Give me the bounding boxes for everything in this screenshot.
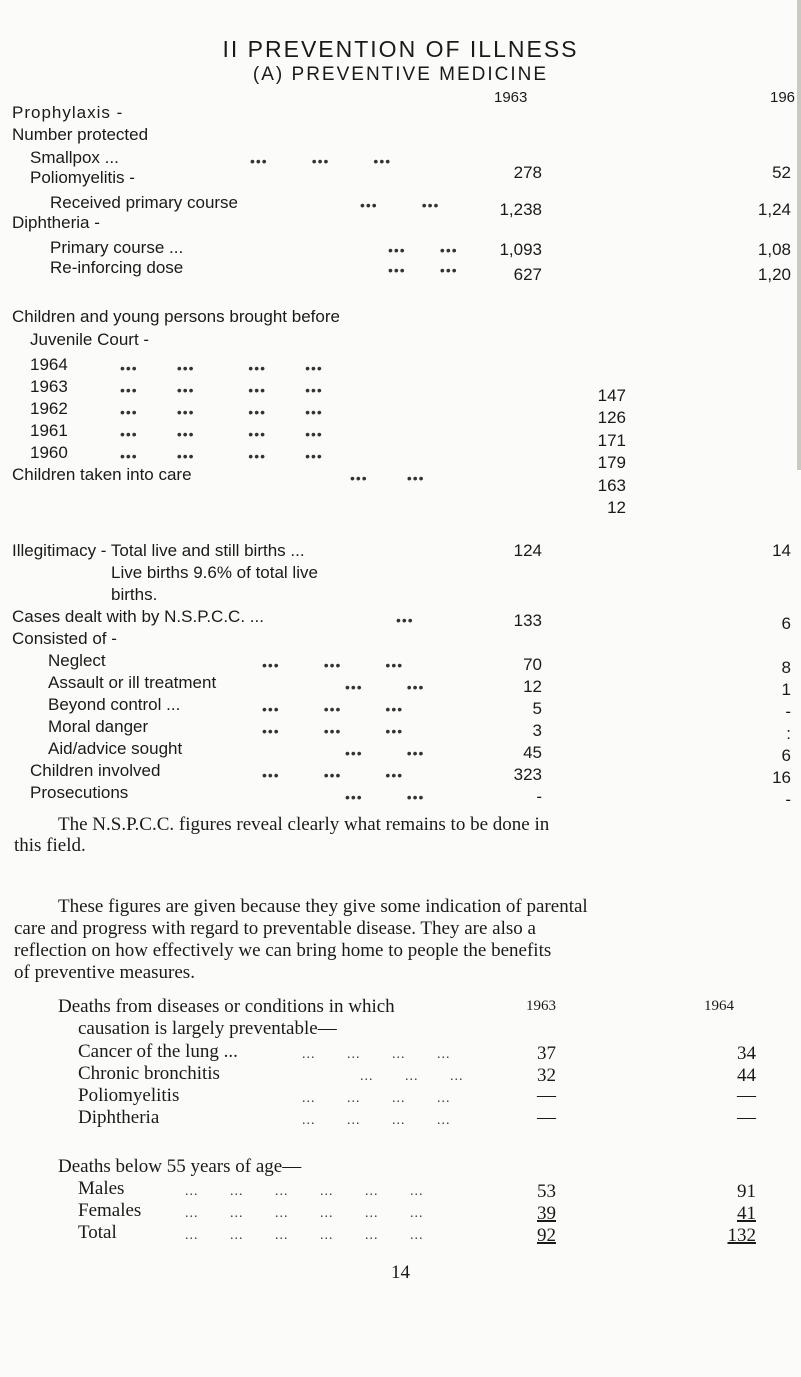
court-row-label: 1960 (30, 443, 68, 462)
deaths-value-1963: 32 (537, 1065, 556, 1086)
nspcc-value-1963: - (536, 787, 542, 806)
under55-value-1963: 39 (537, 1203, 556, 1224)
prophylaxis-heading: Prophylaxis - (12, 103, 124, 122)
deaths-value-1963: — (537, 1085, 556, 1106)
nspcc-value-1963: 70 (523, 655, 542, 674)
prophylaxis-row-label: Primary course ... (50, 238, 184, 257)
court-row-label: Children taken into care (12, 465, 192, 484)
prophylaxis-row-label: Diphtheria - (12, 213, 100, 232)
illegitimacy-value-1963: 124 (513, 541, 542, 560)
court-row-label: 1963 (30, 377, 68, 396)
prophylaxis-value-1963: 627 (513, 265, 542, 284)
under55-value-1964: 41 (737, 1203, 756, 1224)
court-row-label: 1964 (30, 355, 68, 374)
nspcc-value-1964: - (785, 702, 791, 721)
court-value: 126 (597, 408, 626, 427)
nspcc-value-1964: 16 (772, 768, 791, 787)
court-value: 163 (597, 476, 626, 495)
prophylaxis-col-1963: 1963 (494, 89, 528, 106)
deaths-row-label: Poliomyelitis (78, 1085, 180, 1106)
nspcc-value-1964: - (785, 790, 791, 809)
prophylaxis-row-label: Smallpox ... (30, 148, 119, 167)
illegitimacy-note-continued: births. (111, 585, 158, 604)
nspcc-row-label: Moral danger (48, 717, 149, 736)
nspcc-value-1964: 1 (781, 680, 791, 699)
prophylaxis-value-1964: 1,24 (757, 200, 791, 219)
under55-heading: Deaths below 55 years of age— (58, 1156, 302, 1177)
court-row-label: 1962 (30, 399, 68, 418)
prophylaxis-value-1963: 1,093 (499, 240, 542, 259)
deaths-heading-continued: causation is largely preventable— (78, 1018, 337, 1039)
paragraph-nspcc-line: The N.S.P.C.C. figures reveal clearly what remains to be done in (58, 814, 550, 835)
deaths-col-1963: 1963 (526, 998, 556, 1014)
paragraph-figures-line: reflection on how effectively we can bring home to people the benefits (14, 940, 552, 961)
deaths-value-1964: 34 (737, 1043, 756, 1064)
nspcc-value-1964: 8 (781, 658, 791, 677)
deaths-value-1964: — (737, 1085, 756, 1106)
prophylaxis-col-1964: 196 (770, 89, 796, 106)
nspcc-value-1963: 12 (523, 677, 542, 696)
nspcc-value-1963: 323 (513, 765, 542, 784)
illegitimacy-value-1964: 14 (772, 541, 791, 560)
court-row-label: 1961 (30, 421, 68, 440)
prophylaxis-row-label: Received primary course (50, 193, 239, 212)
nspcc-value-1963: 5 (532, 699, 542, 718)
nspcc-value-1963: 45 (523, 743, 542, 762)
illegitimacy-label: Illegitimacy - Total live and still births ... (12, 541, 305, 560)
under55-total-1963: 92 (537, 1225, 556, 1246)
under55-row-label: Males (78, 1178, 125, 1199)
nspcc-row-label: Beyond control ... (48, 695, 181, 714)
deaths-col-1964: 1964 (704, 998, 734, 1014)
nspcc-row-label: Assault or ill treatment (48, 673, 217, 692)
deaths-row-label: Diphtheria (78, 1107, 160, 1128)
nspcc-row-label: Aid/advice sought (48, 739, 183, 758)
prophylaxis-value-1964: 52 (772, 163, 791, 182)
nspcc-consisted-label: Consisted of - (12, 629, 117, 648)
nspcc-value-1964: : (786, 724, 791, 743)
deaths-heading: Deaths from diseases or conditions in which (58, 996, 395, 1017)
court-heading: Children and young persons brought before (12, 307, 340, 326)
page-title: II PREVENTION OF ILLNESS (222, 36, 579, 62)
paragraph-figures-line: of preventive measures. (14, 962, 195, 983)
page-number: 14 (391, 1262, 410, 1283)
page-subtitle: (A) PREVENTIVE MEDICINE (252, 64, 549, 85)
under55-row-label: Females (78, 1200, 142, 1221)
deaths-row-label: Cancer of the lung ... (78, 1041, 238, 1062)
under55-value-1964: 91 (737, 1181, 756, 1202)
nspcc-cases-label: Cases dealt with by N.S.P.C.C. ... (12, 607, 264, 626)
nspcc-row-label: Neglect (48, 651, 106, 670)
nspcc-cases-1963: 133 (513, 611, 542, 630)
under55-total-1964: 132 (727, 1225, 756, 1246)
nspcc-row-label: Prosecutions (30, 783, 129, 802)
prophylaxis-value-1963: 1,238 (499, 200, 542, 219)
under55-row-label: Total (78, 1222, 117, 1243)
deaths-value-1963: — (537, 1107, 556, 1128)
prophylaxis-row-label: Re-inforcing dose (50, 258, 184, 277)
prophylaxis-subheading: Number protected (12, 125, 149, 144)
illegitimacy-note: Live births 9.6% of total live (111, 563, 318, 582)
deaths-value-1963: 37 (537, 1043, 556, 1064)
nspcc-value-1964: 6 (781, 746, 791, 765)
nspcc-cases-1964: 6 (781, 614, 791, 633)
court-value: 179 (597, 453, 626, 472)
paragraph-figures-line: care and progress with regard to preventable disease. They are also a (14, 918, 536, 939)
prophylaxis-row-label: Poliomyelitis - (30, 168, 135, 187)
nspcc-value-1963: 3 (532, 721, 542, 740)
deaths-value-1964: 44 (737, 1065, 756, 1086)
court-subheading: Juvenile Court - (30, 330, 150, 349)
deaths-row-label: Chronic bronchitis (78, 1063, 220, 1084)
prophylaxis-value-1963: 278 (513, 163, 542, 182)
prophylaxis-value-1964: 1,20 (757, 265, 791, 284)
paragraph-figures-line: These figures are given because they give some indication of parental (58, 896, 588, 917)
court-value: 171 (597, 431, 626, 450)
prophylaxis-value-1964: 1,08 (757, 240, 791, 259)
paragraph-nspcc-line: this field. (14, 835, 86, 856)
deaths-value-1964: — (737, 1107, 756, 1128)
nspcc-row-label: Children involved (30, 761, 161, 780)
under55-value-1963: 53 (537, 1181, 556, 1202)
court-value: 147 (597, 386, 626, 405)
court-value: 12 (607, 498, 626, 517)
